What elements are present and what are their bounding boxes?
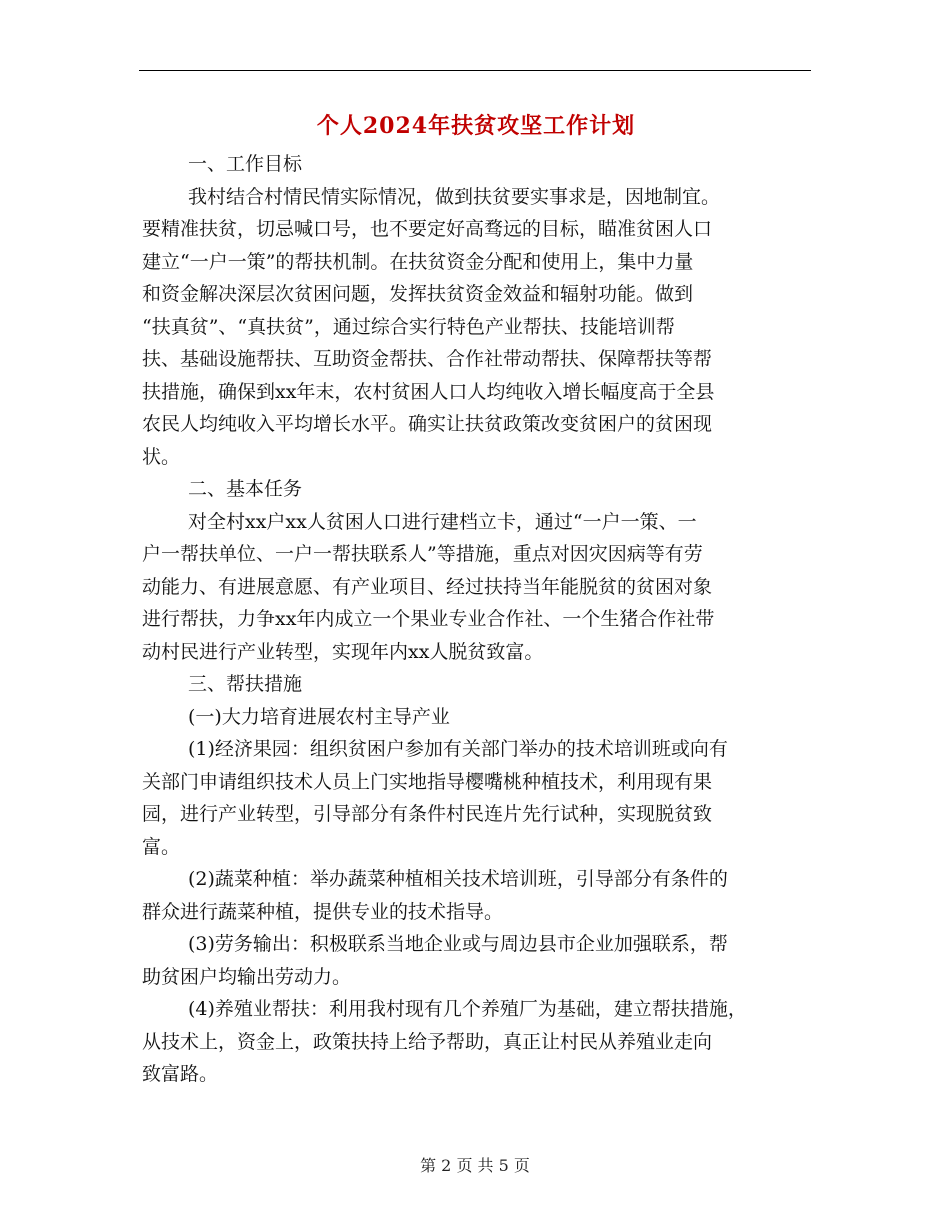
text-line: 扶、基础设施帮扶、互助资金帮扶、合作社带动帮扶、保障帮扶等帮: [142, 348, 713, 370]
text-line: 对全村xx户xx人贫困人口进行建档立卡，通过“一户一策、一: [188, 510, 697, 533]
text-line: 富。: [142, 835, 181, 858]
text-line: 从技术上，资金上，政策扶持上给予帮助，真正让村民从养殖业走向: [142, 1030, 713, 1053]
text-line: 我村结合村情民情实际情况，做到扶贫要实事求是，因地制宜。: [188, 185, 721, 208]
text-line: 动能力、有进展意愿、有产业项目、经过扶持当年能脱贫的贫困对象: [142, 575, 713, 598]
text-line: 一、工作目标: [188, 153, 303, 175]
text-line: (一)大力培育进展农村主导产业: [188, 705, 450, 728]
text-line: (3)劳务输出：积极联系当地企业或与周边县市企业加强联系，帮: [188, 933, 728, 955]
text-line: (2)蔬菜种植：举办蔬菜种植相关技术培训班，引导部分有条件的: [188, 868, 728, 890]
text-line: 要精准扶贫，切忌喊口号，也不要定好高骛远的目标，瞄准贫困人口: [142, 218, 713, 240]
text-line: 和资金解决深层次贫困问题，发挥扶贫资金效益和辐射功能。做到: [142, 283, 694, 305]
text-line: 助贫困户均输出劳动力。: [142, 965, 352, 988]
text-line: 三、帮扶措施: [188, 673, 303, 695]
text-line: (1)经济果园：组织贫困户参加有关部门举办的技术培训班或向有: [188, 738, 728, 760]
text-line: 进行帮扶，力争xx年内成立一个果业专业合作社、一个生猪合作社带: [142, 608, 715, 630]
text-line: 二、基本任务: [188, 478, 303, 500]
text-line: 关部门申请组织技术人员上门实地指导樱嘴桃种植技术，利用现有果: [142, 770, 713, 793]
text-line: 动村民进行产业转型，实现年内xx人脱贫致富。: [142, 640, 544, 663]
text-line: 园，进行产业转型，引导部分有条件村民连片先行试种，实现脱贫致: [142, 803, 713, 825]
text-line: (4)养殖业帮扶：利用我村现有几个养殖厂为基础，建立帮扶措施，: [188, 998, 747, 1020]
header-rule: [139, 70, 811, 71]
text-line: 状。: [142, 445, 181, 468]
text-line: 群众进行蔬菜种植，提供专业的技术指导。: [142, 900, 504, 923]
text-line: 建立“一户一策”的帮扶机制。在扶贫资金分配和使用上，集中力量: [142, 250, 694, 273]
page-footer: 第 2 页 共 5 页: [420, 1156, 530, 1175]
document-title: 个人2024年扶贫攻坚工作计划: [316, 113, 636, 139]
text-line: 户一帮扶单位、一户一帮扶联系人”等措施，重点对因灾因病等有劳: [142, 543, 703, 565]
text-line: 农民人均纯收入平均增长水平。确实让扶贫政策改变贫困户的贫困现: [142, 413, 713, 435]
text-line: “扶真贫”、“真扶贫”，通过综合实行特色产业帮扶、技能培训帮: [142, 315, 675, 338]
document-body: [142, 104, 810, 1091]
text-line: 致富路。: [142, 1063, 219, 1085]
text-line: 扶措施，确保到xx年末，农村贫困人口人均纯收入增长幅度高于全县: [142, 380, 715, 403]
document-text: [142, 148, 810, 1091]
